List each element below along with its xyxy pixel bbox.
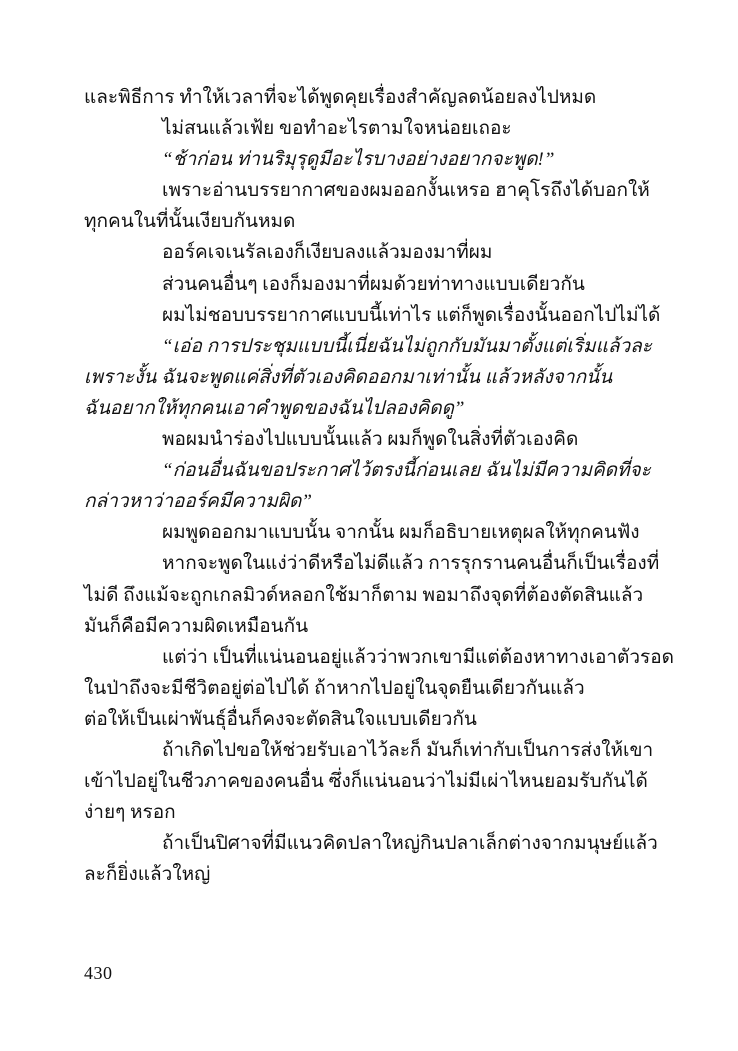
text-line: ในป่าถึงจะมีชีวิตอยู่ต่อไปได้ ถ้าหากไปอยู่ในจุดยืนเดียวกันแล้ว xyxy=(84,677,585,699)
dialogue-line: ฉันอยากให้ทุกคนเอาคำพูดของฉันไปลองคิดดู” xyxy=(84,397,465,419)
text-line: ละก็ยิ่งแล้วใหญ่ xyxy=(84,864,211,886)
text-line: ไม่ดี ถึงแม้จะถูกเกลมิวด์หลอกใช้มาก็ตาม พอมาถึงจุดที่ต้องตัดสินแล้ว xyxy=(84,584,644,606)
dialogue-line: “ช้าก่อน ท่านริมุรุดูมีอะไรบางอย่างอยากจะพูด!” xyxy=(162,149,555,171)
dialogue-line: “เอ่อ การประชุมแบบนี้เนี่ยฉันไม่ถูกกับมันมาตั้งแต่เริ่มแล้วละ xyxy=(162,335,652,357)
text-line: มันก็คือมีความผิดเหมือนกัน xyxy=(84,615,309,637)
body-text xyxy=(84,82,674,890)
dialogue-line: กล่าวหาว่าออร์คมีความผิด” xyxy=(84,491,312,513)
dialogue-line: “ก่อนอื่นฉันขอประกาศไว้ตรงนี้ก่อนเลย ฉันไม่มีความคิดที่จะ xyxy=(162,460,651,482)
text-line: ออร์คเจเนรัลเองก็เงียบลงแล้วมองมาที่ผม xyxy=(162,242,493,264)
dialogue-line: เพราะงั้น ฉันจะพูดแค่สิ่งที่ตัวเองคิดออกมาเท่านั้น แล้วหลังจากนั้น xyxy=(84,366,613,388)
text-line: ทุกคนในที่นั้นเงียบกันหมด xyxy=(84,211,296,233)
text-line: เพราะอ่านบรรยากาศของผมออกงั้นเหรอ ฮาคุโรถึงได้บอกให้ xyxy=(162,180,650,202)
text-line: หากจะพูดในแง่ว่าดีหรือไม่ดีแล้ว การรุกรานคนอื่นก็เป็นเรื่องที่ xyxy=(162,553,660,575)
text-line: ไม่สนแล้วเฟ้ย ขอทำอะไรตามใจหน่อยเถอะ xyxy=(162,118,512,140)
text-line: ผมพูดออกมาแบบนั้น จากนั้น ผมก็อธิบายเหตุผลให้ทุกคนฟัง xyxy=(162,522,640,544)
text-line: แต่ว่า เป็นที่แน่นอนอยู่แล้วว่าพวกเขามีแต่ต้องหาทางเอาตัวรอด xyxy=(162,646,674,668)
text-line: และพิธีการ ทำให้เวลาที่จะได้พูดคุยเรื่องสำคัญลดน้อยลงไปหมด xyxy=(84,87,597,108)
page-number: 430 xyxy=(84,963,113,983)
text-line: เข้าไปอยู่ในชีวภาคของคนอื่น ซึ่งก็แน่นอนว่าไม่มีเผ่าไหนยอมรับกันได้ xyxy=(84,771,648,793)
text-line: พอผมนำร่องไปแบบนั้นแล้ว ผมก็พูดในสิ่งที่ตัวเองคิด xyxy=(162,429,579,451)
text-line: ถ้าเกิดไปขอให้ช่วยรับเอาไว้ละก็ มันก็เท่ากับเป็นการส่งให้เขา xyxy=(162,739,654,761)
text-line: ผมไม่ชอบบรรยากาศแบบนี้เท่าไร แต่ก็พูดเรื่องนั้นออกไปไม่ได้ xyxy=(162,304,661,326)
text-line: ถ้าเป็นปิศาจที่มีแนวคิดปลาใหญ่กินปลาเล็กต่างจากมนุษย์แล้ว xyxy=(162,833,658,855)
text-line: ต่อให้เป็นเผ่าพันธุ์อื่นก็คงจะตัดสินใจแบบเดียวกัน xyxy=(84,708,477,730)
text-line: ส่วนคนอื่นๆ เองก็มองมาที่ผมด้วยท่าทางแบบเดียวกัน xyxy=(162,273,585,295)
text-line: ง่ายๆ หรอก xyxy=(84,802,176,824)
